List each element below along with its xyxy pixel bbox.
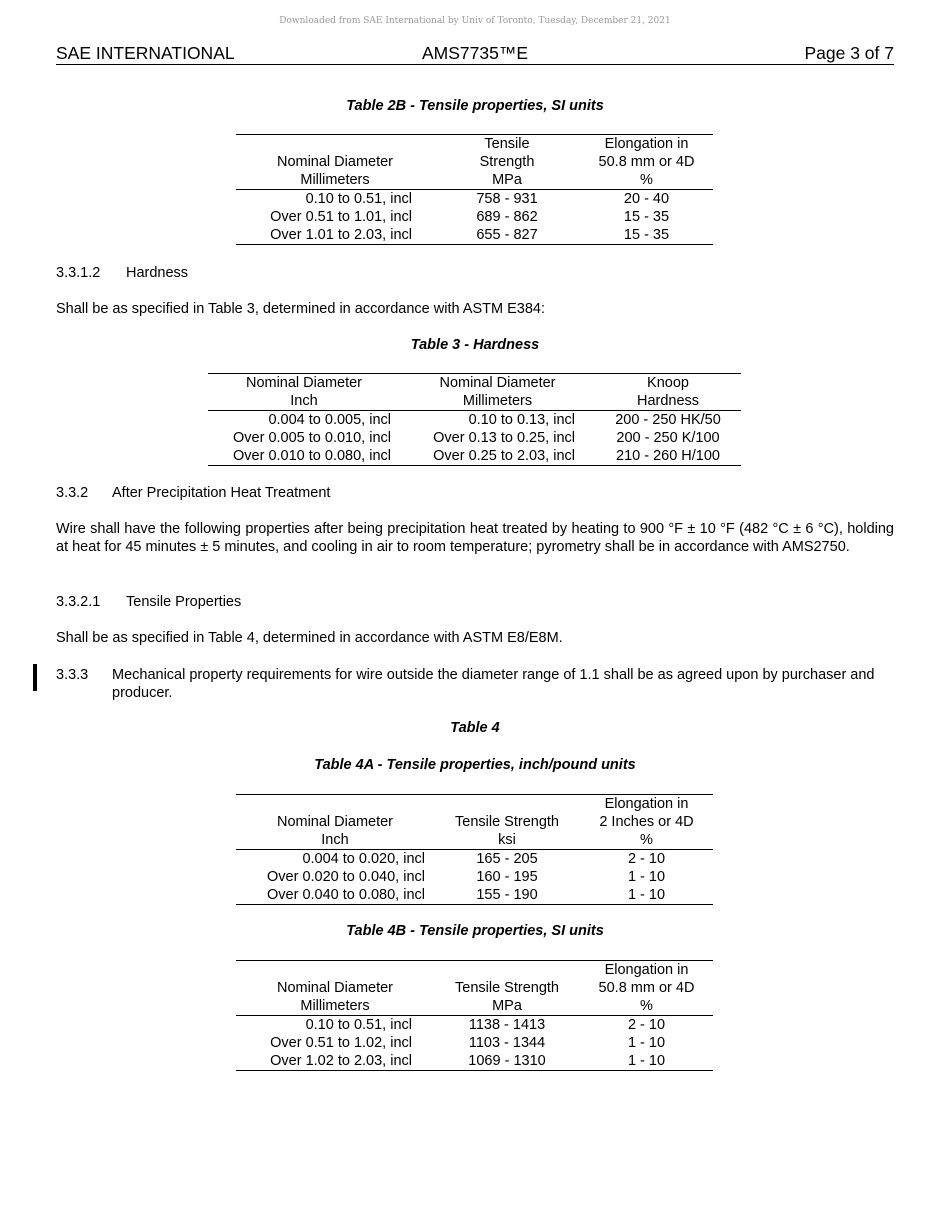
header-cell: Tensile — [434, 135, 580, 154]
header-cell: Nominal Diameter — [276, 980, 394, 996]
section-3-3-3 — [56, 666, 894, 702]
table-4-caption: Table 4 — [450, 720, 500, 736]
table-cell: 655 - 827 — [434, 226, 580, 245]
header-cell: % — [580, 171, 713, 190]
table-4a — [236, 794, 713, 905]
table-cell: 155 - 190 — [434, 886, 580, 905]
table-cell: 15 - 35 — [623, 209, 670, 225]
header-cell: Strength — [479, 154, 535, 170]
table-cell: Over 1.01 to 2.03, incl — [236, 226, 434, 245]
table-cell: 0.10 to 0.51, incl — [305, 1017, 412, 1033]
header-doc-id: AMS7735™E — [421, 43, 529, 63]
table-cell: 1069 - 1310 — [434, 1052, 580, 1071]
table-cell: 0.004 to 0.020, incl — [302, 851, 425, 867]
table-cell: Over 0.005 to 0.010, incl — [233, 430, 391, 446]
table-cell: 1138 - 1413 — [468, 1017, 546, 1033]
header-cell — [434, 795, 580, 814]
header-cell: ksi — [434, 831, 580, 850]
table-header-row — [236, 831, 713, 850]
table-row — [236, 1034, 713, 1052]
section-number: 3.3.1.2 — [56, 265, 101, 281]
header-cell: Nominal Diameter — [208, 374, 400, 393]
table-cell: 0.10 to 0.13, incl — [468, 412, 575, 428]
section-text: Mechanical property requirements for wire outside the diameter range of 1.1 shall be as agreed upon by purchaser and producer. — [112, 667, 875, 701]
header-cell: Millimeters — [400, 392, 595, 411]
header-cell: Hardness — [595, 392, 741, 411]
table-3 — [208, 373, 741, 466]
table-cell: 1 - 10 — [580, 1052, 713, 1071]
section-title: Hardness — [126, 265, 189, 281]
table-header-row — [236, 813, 713, 831]
table-header-row — [236, 795, 713, 814]
section-number: 3.3.3 — [56, 667, 89, 683]
header-cell: 50.8 mm or 4D — [598, 154, 695, 170]
table-cell: 15 - 35 — [580, 226, 713, 245]
table-2b — [236, 134, 713, 245]
table-header-row — [236, 961, 713, 980]
page-header — [56, 43, 894, 65]
header-cell: Millimeters — [236, 997, 434, 1016]
table-cell: 758 - 931 — [476, 191, 538, 207]
header-cell — [236, 795, 434, 814]
table-row — [236, 190, 713, 209]
header-cell: Tensile Strength — [455, 814, 559, 830]
table-cell: 0.004 to 0.005, incl — [268, 412, 391, 428]
header-cell: Elongation in — [580, 795, 713, 814]
header-cell: Elongation in — [580, 961, 713, 980]
table-cell: 1 - 10 — [627, 869, 666, 885]
header-cell: Nominal Diameter — [400, 374, 595, 393]
header-cell: Millimeters — [236, 171, 434, 190]
table-cell: 2 - 10 — [627, 1017, 666, 1033]
table-3-caption: Table 3 - Hardness — [410, 337, 540, 353]
table-cell: 200 - 250 K/100 — [616, 430, 720, 446]
header-cell — [434, 961, 580, 980]
table-cell: 165 - 205 — [476, 851, 538, 867]
header-cell: Inch — [236, 831, 434, 850]
table-row — [236, 868, 713, 886]
table-4a-caption: Table 4A - Tensile properties, inch/pound units — [314, 757, 636, 773]
table-header-row — [236, 153, 713, 171]
table-header-row — [236, 997, 713, 1016]
header-cell: % — [580, 831, 713, 850]
table-cell: Over 0.25 to 2.03, incl — [400, 447, 595, 466]
section-number: 3.3.2.1 — [56, 594, 101, 610]
header-cell: MPa — [434, 997, 580, 1016]
table-cell: 689 - 862 — [476, 209, 538, 225]
section-3-3-1-2-text: Shall be as specified in Table 3, determined in accordance with ASTM E384: — [56, 301, 545, 317]
table-cell: Over 0.13 to 0.25, incl — [433, 430, 575, 446]
section-3-3-2-text: Wire shall have the following properties after being precipitation heat treated by heating to 900 °F ± 10 °F (482 °C ± 6 °C), holding at heat for 45 minutes ± 5 minutes, and cooling in air to room temperature; pyrometry shall be in accordance with AMS2750. — [56, 521, 894, 555]
table-2b-caption: Table 2B - Tensile properties, SI units — [346, 98, 604, 114]
header-page-number: Page 3 of 7 — [804, 43, 894, 63]
table-cell: 1 - 10 — [627, 1035, 666, 1051]
table-cell: Over 0.020 to 0.040, incl — [267, 869, 425, 885]
table-cell: 0.10 to 0.51, incl — [305, 191, 412, 207]
table-row — [236, 1016, 713, 1035]
table-header-row — [236, 171, 713, 190]
header-cell — [236, 135, 434, 154]
header-cell: % — [580, 997, 713, 1016]
table-row — [236, 886, 713, 905]
table-header-row — [236, 135, 713, 154]
section-title: After Precipitation Heat Treatment — [112, 485, 331, 501]
header-cell: Inch — [208, 392, 400, 411]
table-cell: Over 0.51 to 1.02, incl — [270, 1035, 412, 1051]
table-cell: Over 0.51 to 1.01, incl — [270, 209, 412, 225]
header-cell — [236, 961, 434, 980]
table-cell: 200 - 250 HK/50 — [615, 412, 721, 428]
table-row — [208, 411, 741, 430]
table-header-row — [208, 374, 741, 393]
table-cell: Over 0.040 to 0.080, incl — [236, 886, 434, 905]
table-row — [236, 1052, 713, 1071]
table-header-row — [208, 392, 741, 411]
section-3-3-1-2-heading — [56, 264, 894, 282]
table-cell: 160 - 195 — [476, 869, 538, 885]
header-cell: Nominal Diameter — [276, 814, 394, 830]
table-4b — [236, 960, 713, 1071]
header-cell: Tensile Strength — [455, 980, 559, 996]
table-row — [236, 850, 713, 869]
table-cell: Over 1.02 to 2.03, incl — [236, 1052, 434, 1071]
section-title: Tensile Properties — [126, 594, 242, 610]
section-number: 3.3.2 — [56, 485, 89, 501]
table-row — [236, 226, 713, 245]
table-cell: 210 - 260 H/100 — [595, 447, 741, 466]
table-cell: 1103 - 1344 — [468, 1035, 546, 1051]
table-cell: 2 - 10 — [627, 851, 666, 867]
header-cell: Elongation in — [580, 135, 713, 154]
table-cell: 20 - 40 — [623, 191, 670, 207]
header-cell: 2 Inches or 4D — [599, 814, 694, 830]
table-row — [236, 208, 713, 226]
header-cell: Nominal Diameter — [276, 154, 394, 170]
section-3-3-2-1-text: Shall be as specified in Table 4, determined in accordance with ASTM E8/E8M. — [56, 630, 563, 646]
table-header-row — [236, 979, 713, 997]
download-watermark: Downloaded from SAE International by Univ of Toronto, Tuesday, December 21, 2021 — [279, 16, 671, 26]
header-org: SAE INTERNATIONAL — [56, 43, 235, 63]
table-cell: Over 0.010 to 0.080, incl — [208, 447, 400, 466]
table-4b-caption: Table 4B - Tensile properties, SI units — [346, 923, 604, 939]
table-row — [208, 429, 741, 447]
header-cell: 50.8 mm or 4D — [598, 980, 695, 996]
table-cell: 1 - 10 — [580, 886, 713, 905]
revision-change-bar — [33, 664, 37, 691]
header-cell: Knoop — [595, 374, 741, 393]
section-3-3-2-heading — [56, 484, 894, 502]
table-row — [208, 447, 741, 466]
section-3-3-2-1-heading — [56, 593, 894, 611]
header-cell: MPa — [434, 171, 580, 190]
